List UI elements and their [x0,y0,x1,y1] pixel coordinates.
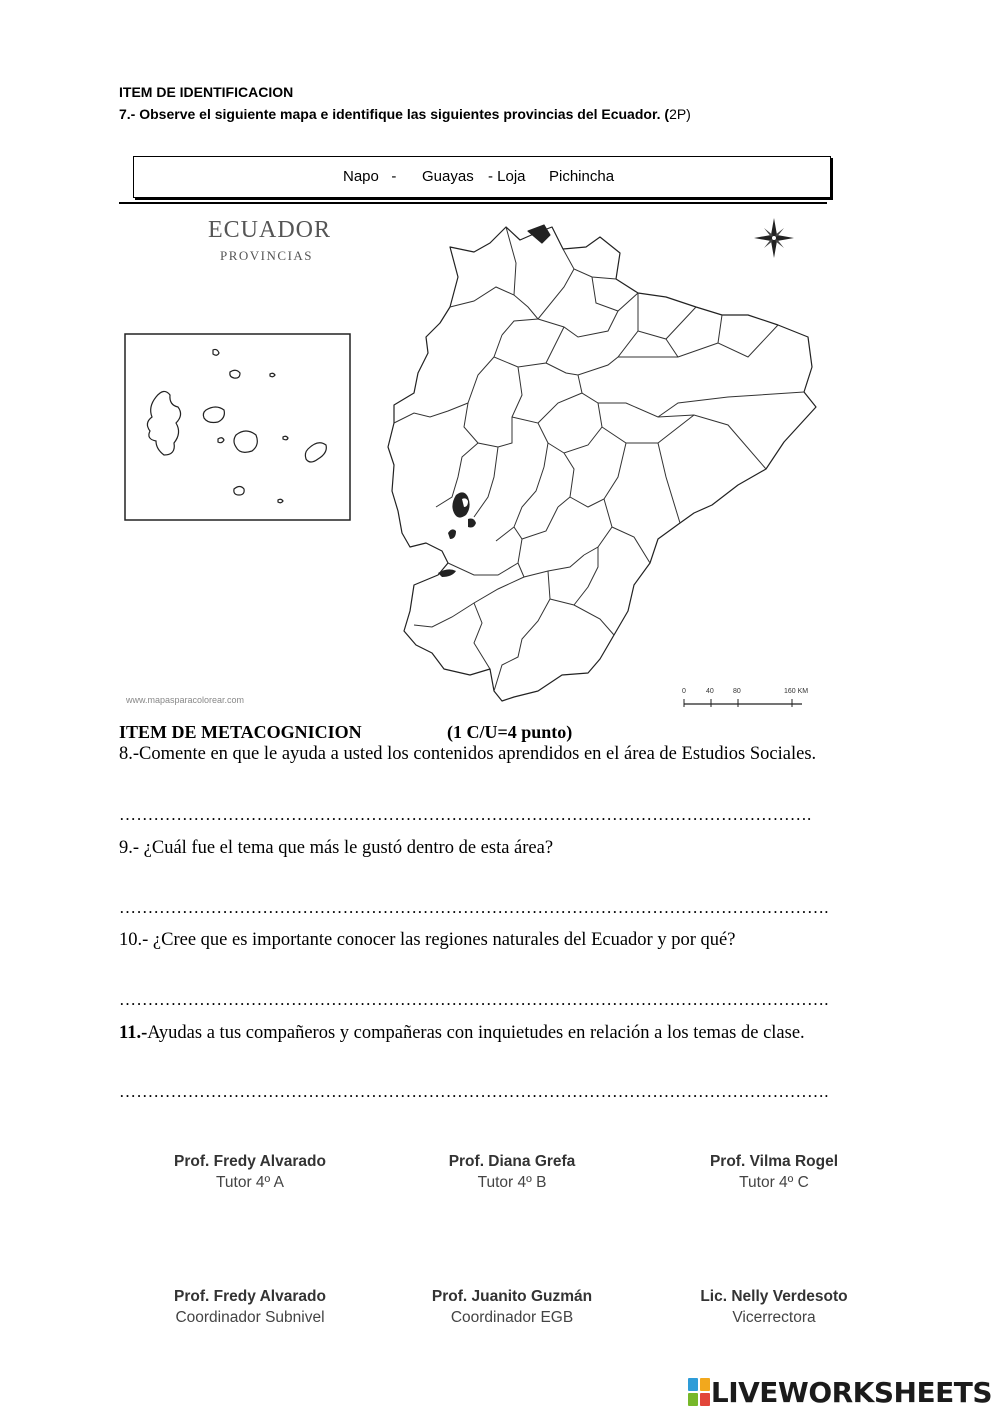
scale-label-40: 40 [706,688,714,695]
signature-role: Coordinador EGB [450,1309,574,1326]
signature-name: Prof. Fredy Alvarado [174,1288,326,1305]
signature-tutor-a [120,1153,380,1192]
signature-vicerrectora [644,1288,904,1327]
question-7-text: 7.- Observe el siguiente mapa e identifique las siguientes provincias del Ecuador. ( [119,106,670,122]
question-7-points: 2P) [669,106,691,122]
signature-role: Tutor 4º C [739,1174,809,1191]
word-pichincha: Pichincha [549,168,615,185]
question-8: 8.-Comente en que le ayuda a usted los contenidos aprendidos en el área de Estudios Sociales. [119,744,817,764]
answer-line-11[interactable]: ……………………………………………………………………………………………………………. [119,1082,829,1101]
signature-role: Coordinador Subnivel [175,1309,325,1326]
province-borders [394,227,804,691]
scale-label-160: 160 KM [784,688,809,695]
section-title-identification: ITEM DE IDENTIFICACION [119,84,294,100]
map-subtitle: PROVINCIAS [220,248,314,263]
map-title: ECUADOR [208,217,332,243]
divider-line [119,202,827,204]
signature-role: Tutor 4º A [216,1174,284,1191]
signature-tutor-c [644,1153,904,1192]
liveworksheets-logo[interactable] [687,1375,992,1409]
question-11-text: Ayudas a tus compañeros y compañeras con inquietudes en relación a los temas de clase. [147,1023,805,1043]
mainland-outline [388,225,816,701]
question-11 [119,1023,805,1044]
compass-rose-icon [754,218,794,258]
gulf-islands [438,492,476,577]
scale-label-0: 0 [682,688,686,695]
signature-name: Prof. Vilma Rogel [709,1153,839,1170]
map-scale-bar [682,688,808,707]
word-guayas: Guayas [422,168,474,185]
section-title-metacognition: ITEM DE METACOGNICION [119,722,362,742]
signature-tutor-b [382,1153,642,1192]
signature-role: Tutor 4º B [477,1174,547,1191]
signature-coordinator-egb [382,1288,642,1327]
question-11-number: 11.- [119,1023,148,1043]
liveworksheets-wordmark: LIVEWORKSHEETS [710,1375,992,1409]
answer-line-8[interactable]: …………………………………………………………………………………………………………. [119,805,812,824]
galapagos-inset [125,334,350,520]
answer-line-9[interactable]: ……………………………………………………………………………………………………………. [119,898,829,917]
signature-coordinator-subnivel [120,1288,380,1327]
question-9: 9.- ¿Cuál fue el tema que más le gustó dentro de esta área? [119,838,554,858]
liveworksheets-logo-icon [687,1377,711,1407]
word-loja: - Loja [488,168,526,185]
word-bank-box [133,156,831,198]
scale-label-80: 80 [733,688,741,695]
word-napo: Napo - [343,168,397,185]
question-7 [119,106,691,122]
answer-line-10[interactable]: ……………………………………………………………………………………………………………. [119,990,829,1009]
signature-name: Prof. Juanito Guzmán [431,1288,593,1305]
signature-name: Prof. Fredy Alvarado [174,1153,326,1170]
signature-name: Lic. Nelly Verdesoto [700,1288,848,1305]
map-watermark: www.mapasparacolorear.com [126,695,245,705]
section-points: (1 C/U=4 punto) [447,722,573,742]
ecuador-provinces-map [118,207,830,712]
signature-name: Prof. Diana Grefa [448,1153,576,1170]
signature-role: Vicerrectora [732,1309,816,1326]
question-10: 10.- ¿Cree que es importante conocer las regiones naturales del Ecuador y por qué? [119,930,736,950]
